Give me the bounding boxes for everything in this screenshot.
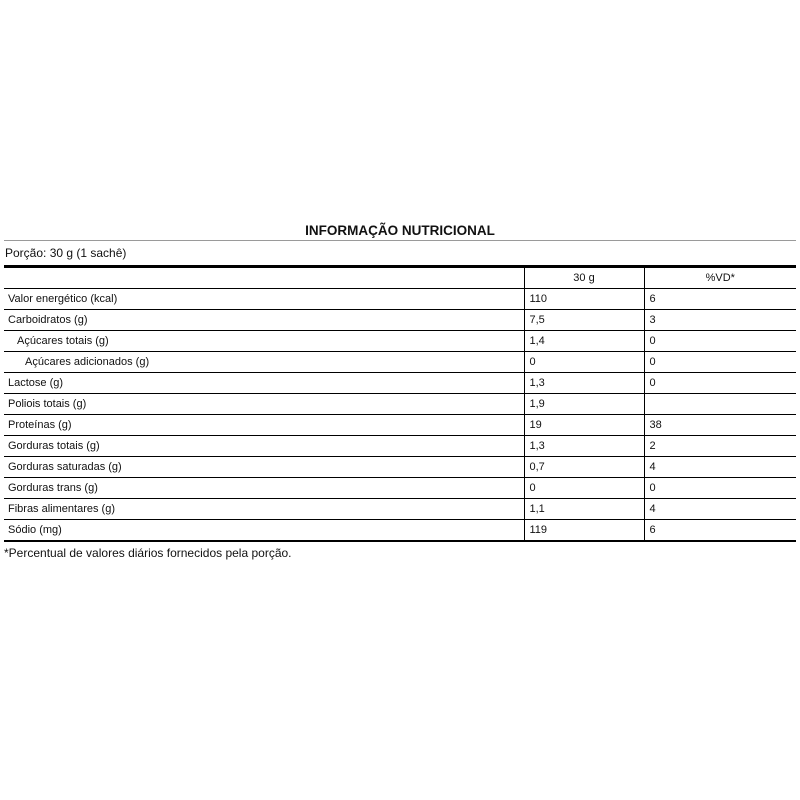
nutrient-daily-value: 38: [644, 415, 796, 436]
header-quantity: 30 g: [524, 268, 644, 289]
nutrient-name: Poliois totais (g): [4, 394, 524, 415]
nutrient-quantity: 1,1: [524, 499, 644, 520]
header-nutrient: [4, 268, 524, 289]
nutrient-quantity: 0: [524, 352, 644, 373]
nutrition-table: [4, 268, 796, 542]
table-header-row: [4, 268, 796, 289]
footnote: *Percentual de valores diários fornecidos pela porção.: [4, 546, 292, 560]
table-row: [4, 289, 796, 310]
nutrient-quantity: 1,9: [524, 394, 644, 415]
table-row: [4, 415, 796, 436]
nutrient-name: Gorduras saturadas (g): [4, 457, 524, 478]
nutrient-name: Sódio (mg): [4, 520, 524, 542]
nutrient-daily-value: 4: [644, 499, 796, 520]
nutrient-name: Gorduras trans (g): [4, 478, 524, 499]
nutrient-daily-value: 4: [644, 457, 796, 478]
nutrient-daily-value: 3: [644, 310, 796, 331]
nutrient-quantity: 1,3: [524, 373, 644, 394]
nutrient-quantity: 0,7: [524, 457, 644, 478]
table-row: [4, 331, 796, 352]
nutrient-daily-value: 0: [644, 352, 796, 373]
nutrient-quantity: 19: [524, 415, 644, 436]
nutrient-daily-value: 6: [644, 289, 796, 310]
table-row: [4, 478, 796, 499]
portion-size: Porção: 30 g (1 sachê): [4, 241, 796, 268]
nutrient-quantity: 1,3: [524, 436, 644, 457]
nutrient-quantity: 110: [524, 289, 644, 310]
nutrient-name: Gorduras totais (g): [4, 436, 524, 457]
nutrient-name: Proteínas (g): [4, 415, 524, 436]
nutrient-daily-value: 0: [644, 478, 796, 499]
table-row: [4, 394, 796, 415]
nutrient-quantity: 119: [524, 520, 644, 542]
nutrient-name: Carboidratos (g): [4, 310, 524, 331]
label-title: INFORMAÇÃO NUTRICIONAL: [4, 222, 796, 241]
nutrient-daily-value: 0: [644, 373, 796, 394]
table-row: [4, 373, 796, 394]
table-row: [4, 436, 796, 457]
nutrient-name: Lactose (g): [4, 373, 524, 394]
nutrient-quantity: 0: [524, 478, 644, 499]
nutrient-quantity: 1,4: [524, 331, 644, 352]
nutrient-daily-value: 6: [644, 520, 796, 542]
nutrient-daily-value: [644, 394, 796, 415]
table-row: [4, 457, 796, 478]
nutrient-name: Fibras alimentares (g): [4, 499, 524, 520]
nutrient-quantity: 7,5: [524, 310, 644, 331]
header-daily-value: %VD*: [644, 268, 796, 289]
table-row: [4, 499, 796, 520]
nutrient-daily-value: 0: [644, 331, 796, 352]
table-row: [4, 520, 796, 542]
nutrition-label: [4, 222, 796, 563]
nutrient-name: Açúcares adicionados (g): [4, 352, 524, 373]
nutrient-name: Açúcares totais (g): [4, 331, 524, 352]
nutrient-daily-value: 2: [644, 436, 796, 457]
table-row: [4, 352, 796, 373]
nutrient-name: Valor energético (kcal): [4, 289, 524, 310]
table-row: [4, 310, 796, 331]
